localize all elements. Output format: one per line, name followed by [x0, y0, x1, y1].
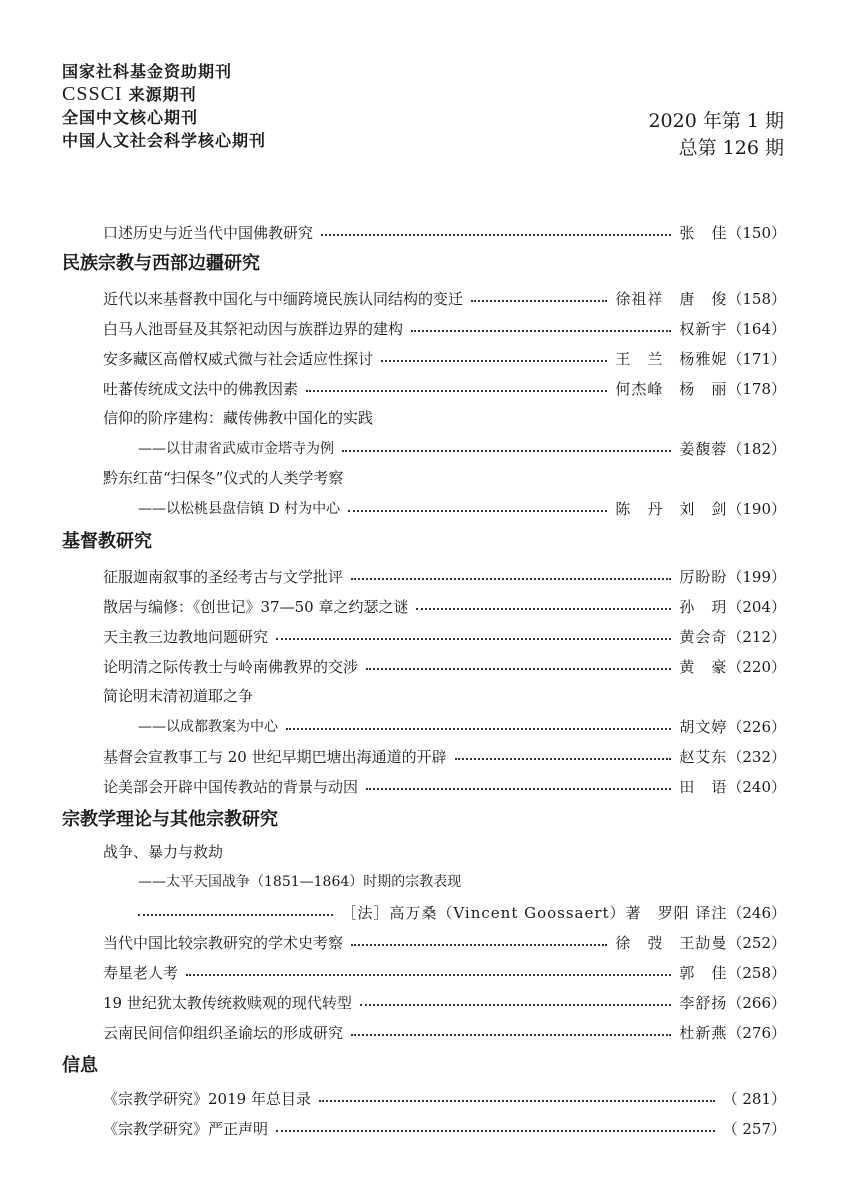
entry-page: （178）: [727, 379, 786, 398]
dot-leader: [186, 974, 671, 976]
dot-leader: [138, 914, 333, 916]
entry-title: 云南民间信仰组织圣谕坛的形成研究: [103, 1023, 344, 1042]
entry-subtitle[interactable]: ——太平天国战争（1851—1864）时期的宗教表现: [138, 874, 462, 890]
entry-title: 19 世纪犹太教传统救赎观的现代转型: [103, 993, 352, 1012]
credential-line: 中国人文社会科学核心期刊: [62, 131, 267, 150]
toc-entry[interactable]: [103, 988, 786, 1016]
dot-leader: [351, 1034, 671, 1036]
toc-entry[interactable]: [103, 1084, 786, 1112]
entry-title: 白马人池哥昼及其祭祀动因与族群边界的建构: [103, 319, 404, 338]
entry-title: 天主教三边教地问题研究: [103, 627, 269, 646]
entry-page: （190）: [727, 499, 786, 518]
dot-leader: [321, 234, 671, 236]
entry-author: 赵艾东: [679, 747, 728, 766]
dot-leader: [348, 510, 607, 512]
entry-title: 安多藏区高僧权威式微与社会适应性探讨: [103, 349, 374, 368]
entry-page: （171）: [727, 349, 786, 368]
dot-leader: [351, 578, 671, 580]
entry-page: （ 281）: [722, 1089, 786, 1108]
entry-author: 杜新燕: [679, 1023, 728, 1042]
entry-title: 基督会宣教事工与 20 世纪早期巴塘出海通道的开辟: [103, 747, 447, 766]
toc-entry[interactable]: [103, 374, 786, 402]
toc-entry[interactable]: [138, 494, 786, 522]
dot-leader: [276, 638, 671, 640]
entry-author: 厉盼盼: [679, 567, 728, 586]
dot-leader: [342, 450, 671, 452]
entry-author: 徐祖祥 唐 俊: [615, 289, 728, 308]
entry-title: 《宗教学研究》严正声明: [103, 1119, 269, 1138]
journal-credentials: [62, 60, 266, 152]
entry-page: （258）: [727, 963, 786, 982]
toc-entry[interactable]: [138, 712, 786, 740]
issue-info: [648, 108, 784, 162]
dot-leader: [276, 1130, 715, 1132]
entry-page: （220）: [727, 657, 786, 676]
entry-title: 《宗教学研究》2019 年总目录: [103, 1089, 311, 1108]
entry-author: 黄 豪: [679, 657, 728, 676]
cssci-suffix: 来源期刊: [128, 85, 197, 104]
toc-entry[interactable]: [103, 1018, 786, 1046]
credential-line: [62, 83, 266, 106]
toc-entry[interactable]: [103, 592, 786, 620]
entry-page: （266）: [727, 993, 786, 1012]
entry-title: 论美部会开辟中国传教站的背景与动因: [103, 777, 359, 796]
dot-leader: [366, 788, 671, 790]
dot-leader: [471, 300, 607, 302]
entry-page: （ 257）: [722, 1119, 786, 1138]
section-heading: 宗教学理论与其他宗教研究: [62, 809, 278, 830]
dot-leader: [319, 1100, 715, 1102]
entry-page: （240）: [727, 777, 786, 796]
entry-title[interactable]: 战争、暴力与救劫: [103, 843, 224, 861]
section-heading: 基督教研究: [62, 531, 152, 552]
toc-entry[interactable]: [103, 928, 786, 956]
entry-page: （226）: [727, 717, 786, 736]
entry-title: 征服迦南叙事的圣经考古与文学批评: [103, 567, 344, 586]
entry-title[interactable]: 信仰的阶序建构：藏传佛教中国化的实践: [103, 409, 374, 427]
credential-line: 国家社科基金资助期刊: [62, 62, 233, 81]
cssci-label: CSSCI: [62, 83, 123, 105]
entry-title[interactable]: 黔东红苗“扫保冬”仪式的人类学考察: [103, 469, 344, 487]
entry-author: 权新宇: [679, 319, 728, 338]
toc-entry[interactable]: [103, 772, 786, 800]
dot-leader: [306, 390, 607, 392]
toc-entry[interactable]: [103, 1114, 786, 1142]
issue-number: 2020 年第 1 期: [648, 110, 784, 132]
toc-entry[interactable]: [103, 958, 786, 986]
toc-entry[interactable]: [103, 284, 786, 312]
entry-author: ［法］高万桑（Vincent Goossaert）著 罗阳 译注: [341, 903, 728, 922]
entry-author: 黄会奇: [679, 627, 728, 646]
entry-page: （246）: [727, 903, 786, 922]
entry-author: 王 兰 杨雅妮: [615, 349, 728, 368]
toc-entry[interactable]: [138, 898, 786, 926]
entry-title: 口述历史与近当代中国佛教研究: [103, 223, 314, 242]
entry-page: （182）: [727, 439, 786, 458]
credential-line: 全国中文核心期刊: [62, 108, 199, 127]
entry-title[interactable]: 简论明末清初道耶之争: [103, 687, 254, 705]
section-heading: 民族宗教与西部边疆研究: [62, 253, 260, 274]
entry-author: 郭 佳: [679, 963, 728, 982]
entry-author: 胡文婷: [679, 717, 728, 736]
entry-author: 姜馥蓉: [679, 439, 728, 458]
dot-leader: [286, 728, 671, 730]
toc-entry[interactable]: [138, 434, 786, 462]
toc-entry[interactable]: [103, 742, 786, 770]
entry-title: 论明清之际传教士与岭南佛教界的交涉: [103, 657, 359, 676]
toc-entry[interactable]: [103, 218, 786, 246]
entry-page: （158）: [727, 289, 786, 308]
entry-author: 张 佳: [679, 223, 728, 242]
entry-subtitle: ——以成都教案为中心: [138, 719, 278, 735]
entry-title: 吐蕃传统成文法中的佛教因素: [103, 379, 299, 398]
entry-author: 李舒扬: [679, 993, 728, 1012]
entry-page: （276）: [727, 1023, 786, 1042]
entry-subtitle: ——以甘肃省武威市金塔寺为例: [138, 441, 334, 457]
toc-entry[interactable]: [103, 344, 786, 372]
dot-leader: [416, 608, 671, 610]
toc-entry[interactable]: [103, 622, 786, 650]
entry-title: 当代中国比较宗教研究的学术史考察: [103, 933, 344, 952]
dot-leader: [381, 360, 607, 362]
entry-page: （252）: [727, 933, 786, 952]
entry-page: （212）: [727, 627, 786, 646]
entry-title: 近代以来基督教中国化与中缅跨境民族认同结构的变迁: [103, 289, 464, 308]
entry-author: 孙 玥: [679, 597, 728, 616]
entry-page: （199）: [727, 567, 786, 586]
dot-leader: [351, 944, 607, 946]
entry-title: 寿星老人考: [103, 963, 179, 982]
dot-leader: [411, 330, 671, 332]
dot-leader: [455, 758, 672, 760]
toc-entry[interactable]: [103, 652, 786, 680]
total-issue-number: 总第 126 期: [678, 137, 784, 159]
entry-page: （150）: [727, 223, 786, 242]
toc-entry[interactable]: [103, 562, 786, 590]
section-heading: 信息: [62, 1055, 98, 1076]
dot-leader: [366, 668, 671, 670]
entry-author: 田 语: [679, 777, 728, 796]
entry-page: （164）: [727, 319, 786, 338]
entry-author: 徐 弢 王劼曼: [615, 933, 728, 952]
entry-title: 散居与编修：《创世记》37—50 章之约瑟之谜: [103, 597, 409, 616]
entry-subtitle: ——以松桃县盘信镇 D 村为中心: [138, 501, 341, 517]
entry-author: 何杰峰 杨 丽: [615, 379, 728, 398]
dot-leader: [360, 1004, 671, 1006]
toc-entry[interactable]: [103, 314, 786, 342]
entry-page: （232）: [727, 747, 786, 766]
entry-page: （204）: [727, 597, 786, 616]
entry-author: 陈 丹 刘 剑: [615, 499, 728, 518]
